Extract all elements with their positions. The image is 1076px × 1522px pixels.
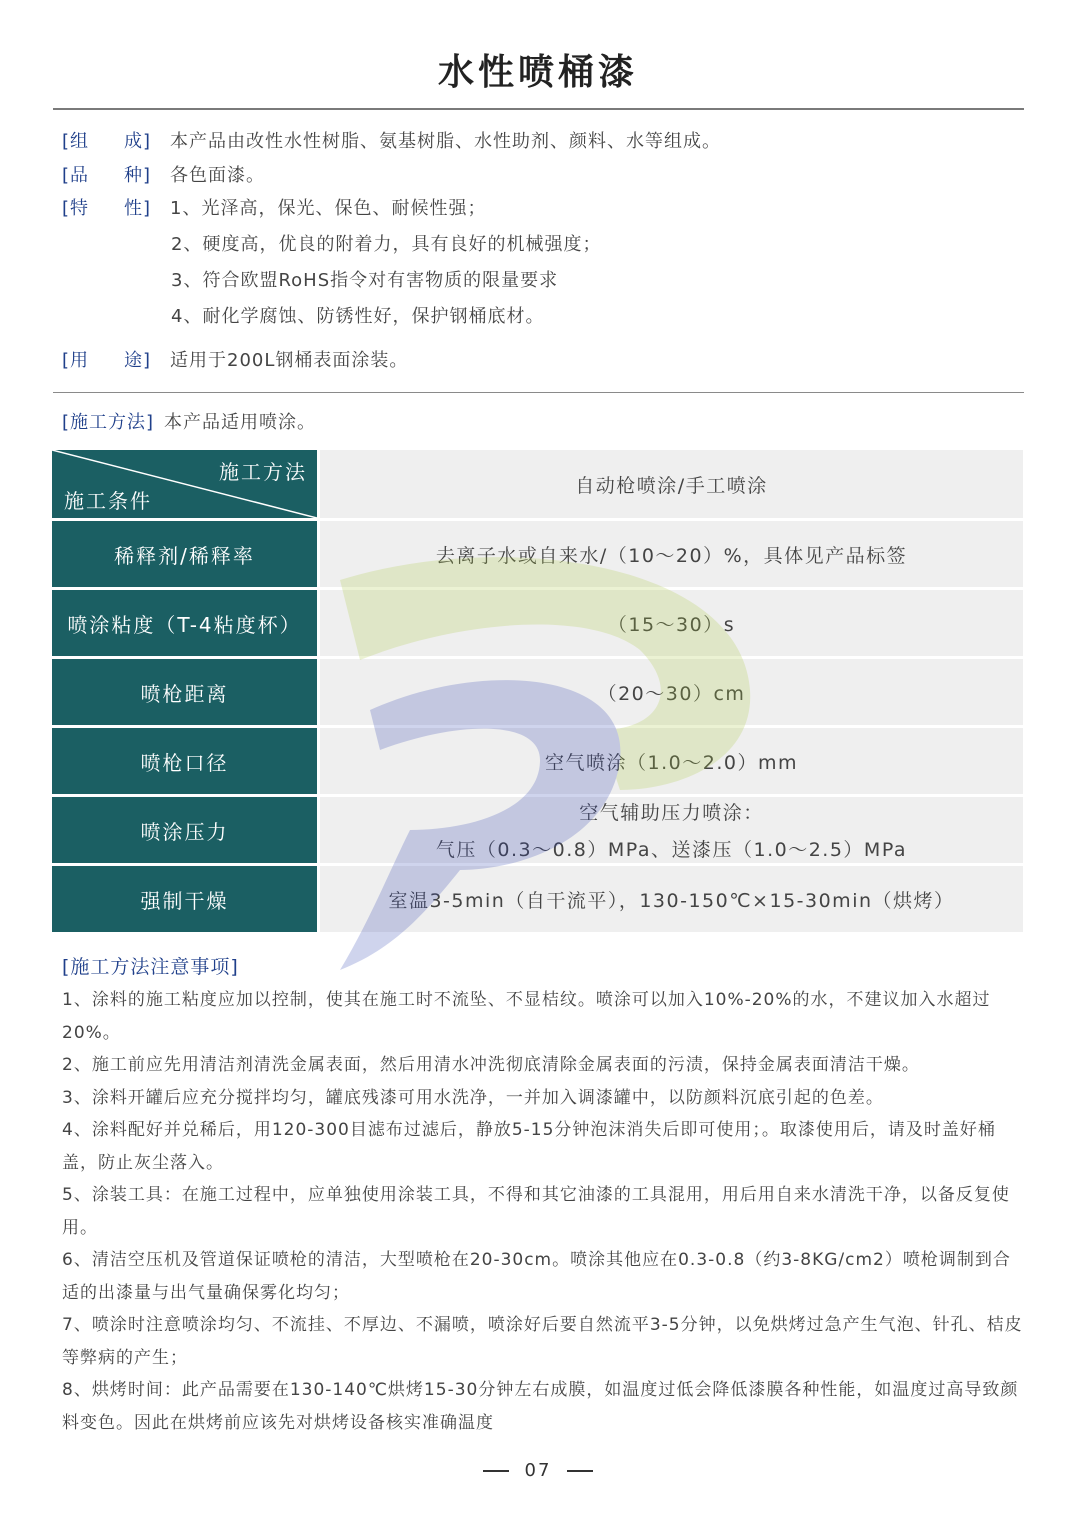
feature-item: 1、光泽高，保光、保色、耐候性强； [170, 198, 487, 219]
row-value: （20～30）cm [320, 659, 1023, 725]
row-label: 稀释剂/稀释率 [52, 521, 317, 587]
header-method-label: 施工方法 [219, 460, 307, 484]
header-condition-label: 施工条件 [64, 489, 152, 513]
spec-value: 各色面漆。 [170, 165, 265, 186]
page-title: 水性喷桶漆 [437, 52, 638, 93]
table-header-value: 自动枪喷涂/手工喷涂 [320, 450, 1023, 518]
feature-item: 3、符合欧盟RoHS指令对有害物质的限量要求 [171, 270, 559, 291]
spec-label: [品 种] [62, 165, 152, 186]
spec-variety [62, 161, 265, 187]
method-line [62, 408, 316, 434]
note-item: 3、涂料开罐后应充分搅拌均匀，罐底残漆可用水洗净，一并加入调漆罐中，以防颜料沉底引起的色差。 [62, 1087, 884, 1108]
table-row [52, 590, 1023, 656]
row-label: 喷涂粘度（T-4粘度杯） [52, 590, 317, 656]
spec-usage [62, 346, 408, 372]
page-number: 07 [524, 1460, 552, 1481]
method-label: [施工方法] [62, 412, 155, 433]
spec-composition [62, 127, 721, 153]
table-row [52, 659, 1023, 725]
spec-value: 本产品由改性水性树脂、氨基树脂、水性助剂、颜料、水等组成。 [170, 131, 721, 152]
row-label: 喷枪距离 [52, 659, 317, 725]
table-row [52, 521, 1023, 587]
table-header-corner [52, 450, 317, 518]
row-value: （15～30）s [320, 590, 1023, 656]
section-divider [53, 392, 1024, 393]
notes-title: [施工方法注意事项] [62, 956, 239, 978]
note-item: 2、施工前应先用清洁剂清洗金属表面，然后用清水冲洗彻底清除金属表面的污渍，保持金属表面清洁干燥。 [62, 1055, 920, 1075]
note-item: 4、涂料配好并兑稀后，用120-300目滤布过滤后，静放5-15分钟泡沫消失后即可使用；。取漆使用后，请及时盖好桶盖，防止灰尘落入。 [62, 1120, 996, 1173]
row-value: 空气喷涂（1.0～2.0）mm [320, 728, 1023, 794]
table-row [52, 797, 1023, 863]
row-value: 去离子水或自来水/（10～20）%，具体见产品标签 [320, 521, 1023, 587]
spec-label: [特 性] [62, 198, 152, 219]
spec-features [62, 194, 486, 220]
note-item: 7、喷涂时注意喷涂均匀、不流挂、不厚边、不漏喷，喷涂好后要自然流平3-5分钟，以免烘烤过急产生气泡、针孔、桔皮等弊病的产生； [62, 1315, 1023, 1368]
note-item: 5、涂装工具：在施工过程中，应单独使用涂装工具，不得和其它油漆的工具混用，用后用自来水清洗干净，以备反复使用。 [62, 1185, 1010, 1238]
row-value: 室温3-5min（自干流平），130-150℃×15-30min（烘烤） [320, 866, 1023, 932]
method-value: 本产品适用喷涂。 [164, 412, 317, 433]
feature-item: 4、耐化学腐蚀、防锈性好，保护钢桶底材。 [171, 306, 545, 327]
spec-value: 适用于200L钢桶表面涂装。 [170, 350, 409, 371]
note-item: 1、涂料的施工粘度应加以控制，使其在施工时不流坠、不显桔纹。喷涂可以加入10%-20%的水，不建议加入水超过20%。 [62, 990, 991, 1043]
page-footer [0, 1460, 1076, 1481]
table-row [52, 728, 1023, 794]
note-item: 6、清洁空压机及管道保证喷枪的清洁，大型喷枪在20-30cm。喷涂其他应在0.3-0.8（约3-8KG/cm2）喷枪调制到合适的出漆量与出气量确保雾化均匀； [62, 1250, 1011, 1303]
row-label: 喷枪口径 [52, 728, 317, 794]
spec-label: [组 成] [62, 131, 152, 152]
row-value: 空气辅助压力喷涂： 气压（0.3～0.8）MPa、送漆压（1.0～2.5）MPa [320, 797, 1023, 863]
spec-label: [用 途] [62, 350, 152, 371]
table-row [52, 866, 1023, 932]
feature-item: 2、硬度高，优良的附着力，具有良好的机械强度； [171, 234, 602, 255]
note-item: 8、烘烤时间：此产品需要在130-140℃烘烤15-30分钟左右成膜，如温度过低会降低漆膜各种性能，如温度过高导致颜料变色。因此在烘烤前应该先对烘烤设备核实准确温度 [62, 1380, 1019, 1433]
notes-list [62, 984, 1024, 1439]
table-header-row [52, 450, 1023, 518]
footer-dash [483, 1470, 509, 1472]
title-divider [53, 108, 1024, 110]
footer-dash [567, 1470, 593, 1472]
row-label: 喷涂压力 [52, 797, 317, 863]
row-label: 强制干燥 [52, 866, 317, 932]
